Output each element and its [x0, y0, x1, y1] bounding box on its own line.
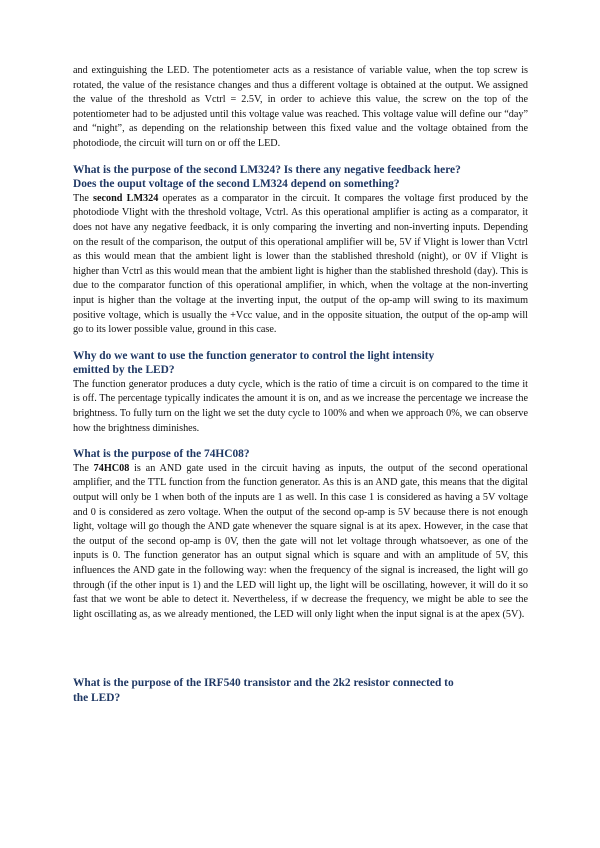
answer-text: The function generator produces a duty cycle, which is the ratio of time a circuit is on compared to the time it is off. The percentage typically indicates the amount it is on, and as we increase the percentage we increase the brightness. To fully turn on the light we set the duty cycle to 100% and when we approach 0%, we can observe how the brightness diminishes. — [73, 378, 528, 434]
heading-line: emitted by the LED? — [73, 364, 175, 377]
heading-line: What is the purpose of the second LM324? Is there any negative feedback here? — [73, 163, 461, 176]
answer-text: The — [73, 462, 94, 474]
section-heading-function-generator — [73, 349, 528, 378]
answer-keyword: second LM324 — [93, 192, 159, 204]
section-heading-second-lm324 — [73, 163, 528, 192]
answer-paragraph-function-generator — [73, 378, 528, 436]
answer-paragraph-second-lm324 — [73, 192, 528, 338]
document-page — [73, 64, 528, 706]
answer-paragraph-74hc08 — [73, 462, 528, 623]
answer-keyword: 74HC08 — [93, 462, 130, 474]
answer-text: is an AND gate used in the circuit having as inputs, the output of the second operational amplifier, and the TTL function from the function generator. As this is an AND gate, this means that the digital output will only be 1 when both of the inputs are 1 as well. In this case 1 is considered as having a 5V voltage and 0 is considered as zero voltage. When the output of the second op-amp is 5V because there is not enough light, voltage will go though the AND gate whenever the square signal is at its apex. However, in the case that the output of the second op-amp is 0V, then the gate will not let voltage through whatsoever, as one of the inputs is 0. The function generator has an output signal which is square and with an amplitude of 5V, this influences the AND gate in the following way: when the frequency of the signal is increased, the light will go through (if the other input is 1) and the LED will light up, the light will be oscillating, however, it will do it so fast that we wont be able to detect it. Nevertheless, if w decrease the frequency, we might be able to see the light oscillating as, as we already mentioned, the LED will only light when the input signal is at the apex (5V). — [73, 462, 528, 620]
heading-line: What is the purpose of the IRF540 transistor and the 2k2 resistor connected to — [73, 677, 454, 690]
heading-line: Why do we want to use the function generator to control the light intensity — [73, 349, 435, 362]
answer-text: operates as a comparator in the circuit. It compares the voltage first produced by the photodiode Vlight with the threshold voltage, Vctrl. As this operational amplifier is acting as a comparator, it does not have any negative feedback, it is only comparing the inverting and non-inverting inputs. Depending on the result of the comparison, the output of this operational amplifier will be, 5V if Vlight is lower than Vctrl as this would mean that the ambient light is lower than the stablished threshold (night), or 0V if Vlight is higher than Vctrl as this would mean that the ambient light is higher than the stablished threshold (day). This is due to the comparator function of this operational amplifier, in which, when the voltage at the non-inverting input is higher than the voltage at the inverting input, the output of the op-amp will swing to its maximum positive voltage, which is usually the +Vcc value, and in the opposite situation, the output of the op-amp will go to its lower possible value, ground in this case. — [73, 192, 528, 336]
answer-text: The — [73, 192, 94, 204]
section-heading-74hc08 — [73, 447, 528, 462]
heading-line: What is the purpose of the 74HC08? — [73, 448, 250, 461]
heading-line: Does the ouput voltage of the second LM324 depend on something? — [73, 178, 400, 191]
section-heading-irf540 — [73, 676, 528, 705]
heading-line: the LED? — [73, 691, 121, 704]
intro-paragraph: and extinguishing the LED. The potentiometer acts as a resistance of variable value, when the top screw is rotated, the value of the resistance changes and thus a different voltage is obtained at the output. We assigned the value of the threshold as Vctrl = 2.5V, in order to achieve this value, the screw on the top of the potentiometer had to be adjusted until this voltage value was reached. This voltage value will define our “day” and “night”, as depending on the relationship between this fixed value and the voltage obtained from the photodiode, the circuit will turn on or off the LED. — [73, 65, 528, 149]
